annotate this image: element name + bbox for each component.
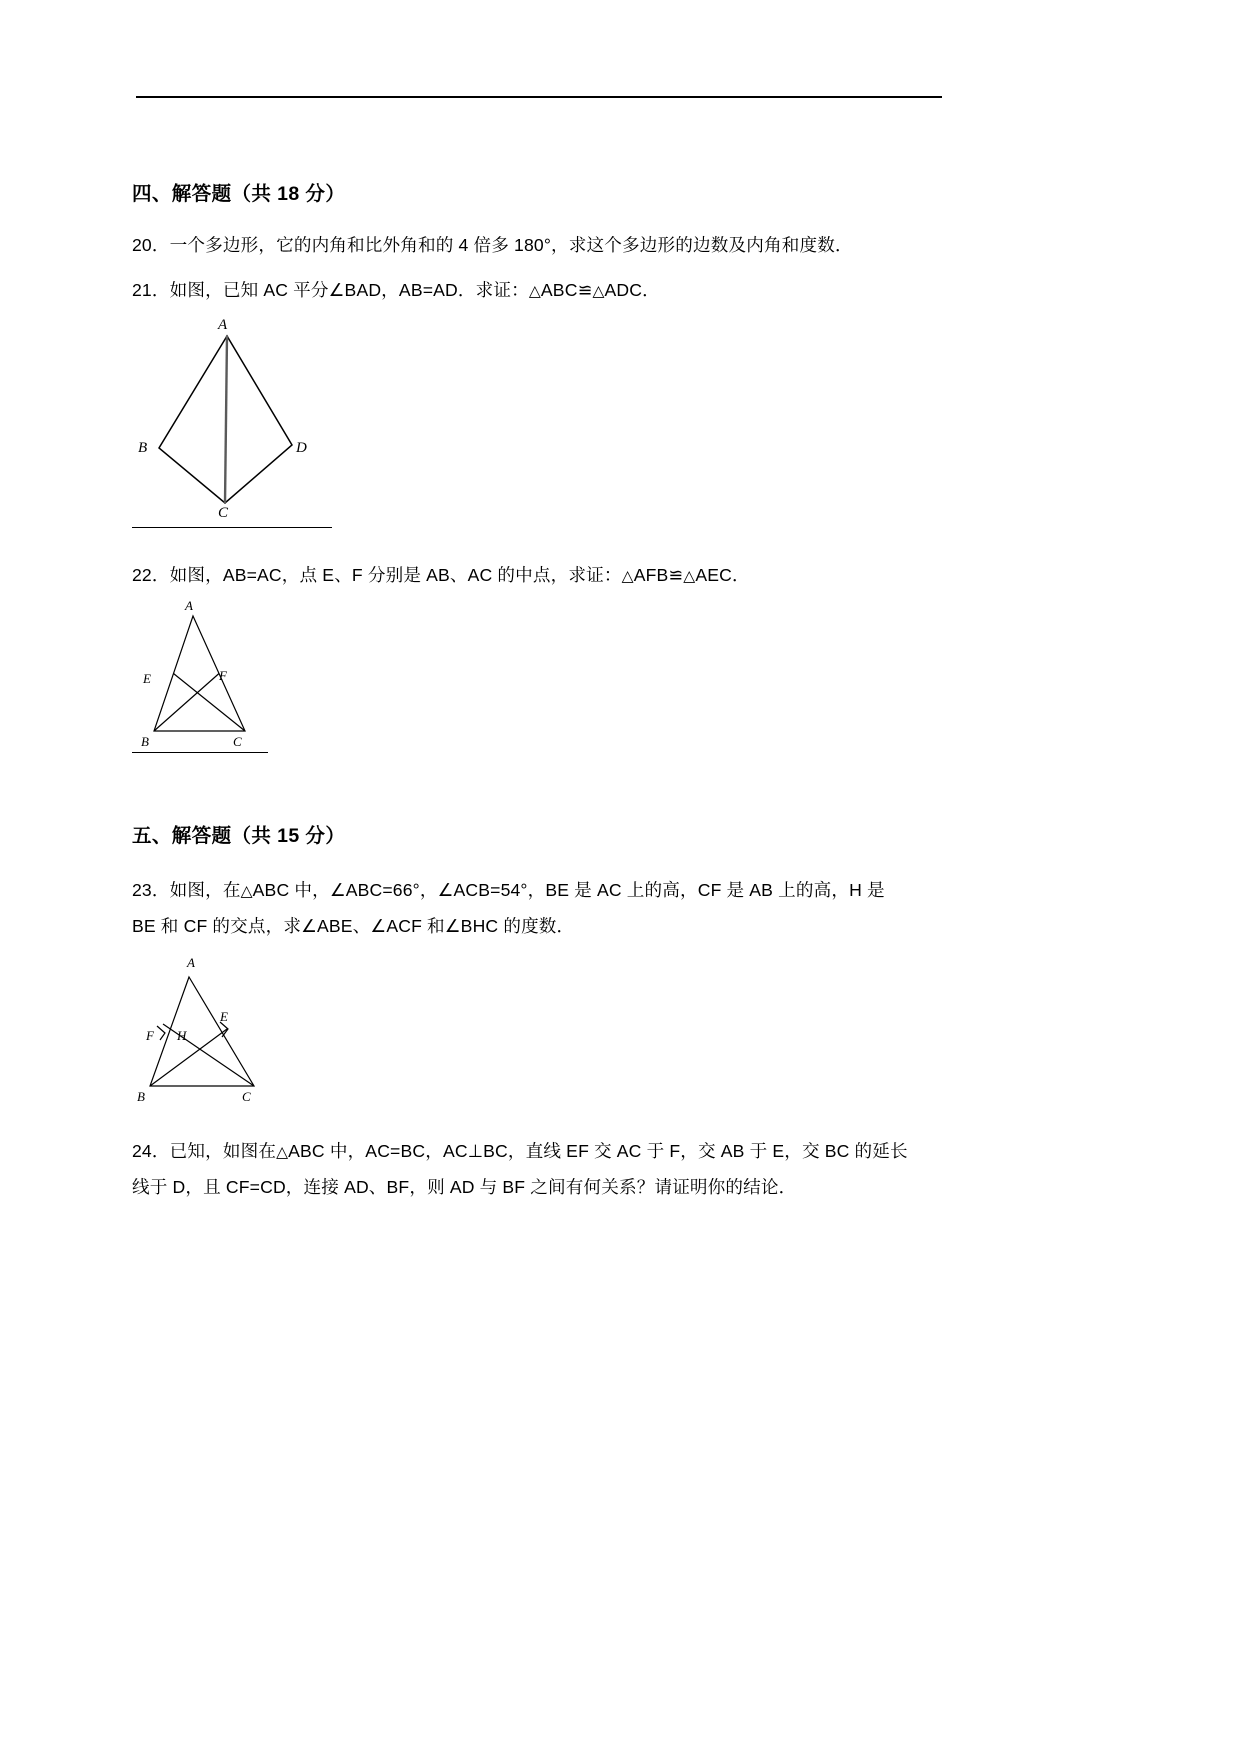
figure-23-label-C: C [242, 1089, 251, 1104]
section-heading-five: 五、解答题（共 15 分） [132, 825, 346, 847]
question-22-triangle-2: AEC [695, 565, 733, 585]
figure-22-label-E: E [143, 671, 151, 686]
figure-21 [132, 312, 332, 528]
triangle-symbol: △ [683, 567, 696, 585]
figure-22-triangle-outline [154, 616, 245, 731]
question-23-text-b: ABC 中，∠ABC=66°，∠ACB=54°，BE 是 AC 上的高，CF 是 AB 上的高，H 是 [252, 880, 885, 900]
figure-22-svg [132, 594, 268, 752]
figure-23 [132, 953, 332, 1108]
triangle-symbol: △ [621, 567, 634, 585]
section-five-heading-wrap [132, 825, 944, 848]
triangle-symbol: △ [592, 282, 605, 300]
figure-22-label-C: C [233, 734, 242, 749]
figure-21-label-C: C [218, 505, 229, 521]
figure-22-label-A: A [185, 598, 193, 613]
question-24-wrap [132, 1133, 944, 1205]
question-23-wrap [132, 872, 944, 944]
figure-23-altitude-CF [163, 1024, 254, 1086]
question-22-text-before: 22．如图，AB=AC，点 E、F 分别是 AB、AC 的中点，求证： [132, 565, 622, 585]
figure-21-label-A: A [218, 317, 228, 333]
triangle-symbol: △ [276, 1143, 289, 1161]
question-24-line-2: 线于 D，且 CF=CD，连接 AD、BF，则 AD 与 BF 之间有何关系？请证明你的结论． [132, 1177, 797, 1198]
figure-23-label-E: E [220, 1009, 228, 1024]
figure-22-baseline-rule [132, 752, 268, 753]
question-21-triangle-1: ABC [540, 280, 578, 300]
question-20-wrap [132, 230, 944, 261]
figure-23-label-B: B [137, 1089, 145, 1104]
figure-23-label-H: H [177, 1028, 187, 1043]
question-21-text [132, 275, 944, 306]
question-23-line-1 [132, 872, 944, 908]
section-heading-four: 四、解答题（共 18 分） [132, 183, 346, 205]
figure-22 [132, 594, 268, 753]
figure-23-right-angle-mark-F [157, 1026, 165, 1040]
section-four-heading-wrap [132, 183, 944, 206]
congruent-symbol: ≌ [577, 280, 593, 300]
figure-21-svg [132, 312, 332, 527]
question-21-wrap [132, 275, 944, 306]
congruent-symbol: ≌ [668, 565, 684, 585]
question-22-text [132, 560, 944, 591]
figure-21-diagonal-AC [225, 336, 227, 503]
question-24-text-b: ABC 中，AC=BC，AC⊥BC，直线 EF 交 AC 于 F，交 AB 于 E，交 BC 的延长 [288, 1141, 908, 1161]
question-22-wrap [132, 560, 944, 591]
triangle-symbol: △ [528, 282, 541, 300]
figure-22-label-B: B [141, 734, 149, 749]
question-20-text: 20．一个多边形，它的内角和比外角和的 4 倍多 180°，求这个多边形的边数及内角和度数． [132, 235, 853, 255]
question-24-line-1 [132, 1133, 944, 1169]
figure-21-label-D: D [296, 440, 307, 456]
question-23-line-2: BE 和 CF 的交点，求∠ABE、∠ACF 和∠BHC 的度数． [132, 916, 575, 937]
figure-23-svg [132, 953, 332, 1108]
header-divider-rule [136, 96, 942, 98]
figure-23-label-F: F [146, 1028, 154, 1043]
figure-21-baseline-rule [132, 527, 332, 528]
question-21-text-before: 21．如图，已知 AC 平分∠BAD，AB=AD．求证： [132, 280, 529, 300]
question-22-triangle-1: AFB [633, 565, 669, 585]
figure-23-label-A: A [187, 955, 195, 970]
question-22-text-after: ． [732, 565, 750, 585]
question-24-text-a: 24．已知，如图在 [132, 1141, 277, 1161]
question-21-triangle-2: ADC [604, 280, 643, 300]
question-21-text-after: ． [642, 280, 660, 300]
triangle-symbol: △ [240, 882, 253, 900]
figure-22-label-F: F [219, 668, 227, 683]
figure-21-label-B: B [138, 440, 148, 456]
figure-23-triangle-outline [150, 977, 254, 1086]
question-23-text-a: 23．如图，在 [132, 880, 241, 900]
